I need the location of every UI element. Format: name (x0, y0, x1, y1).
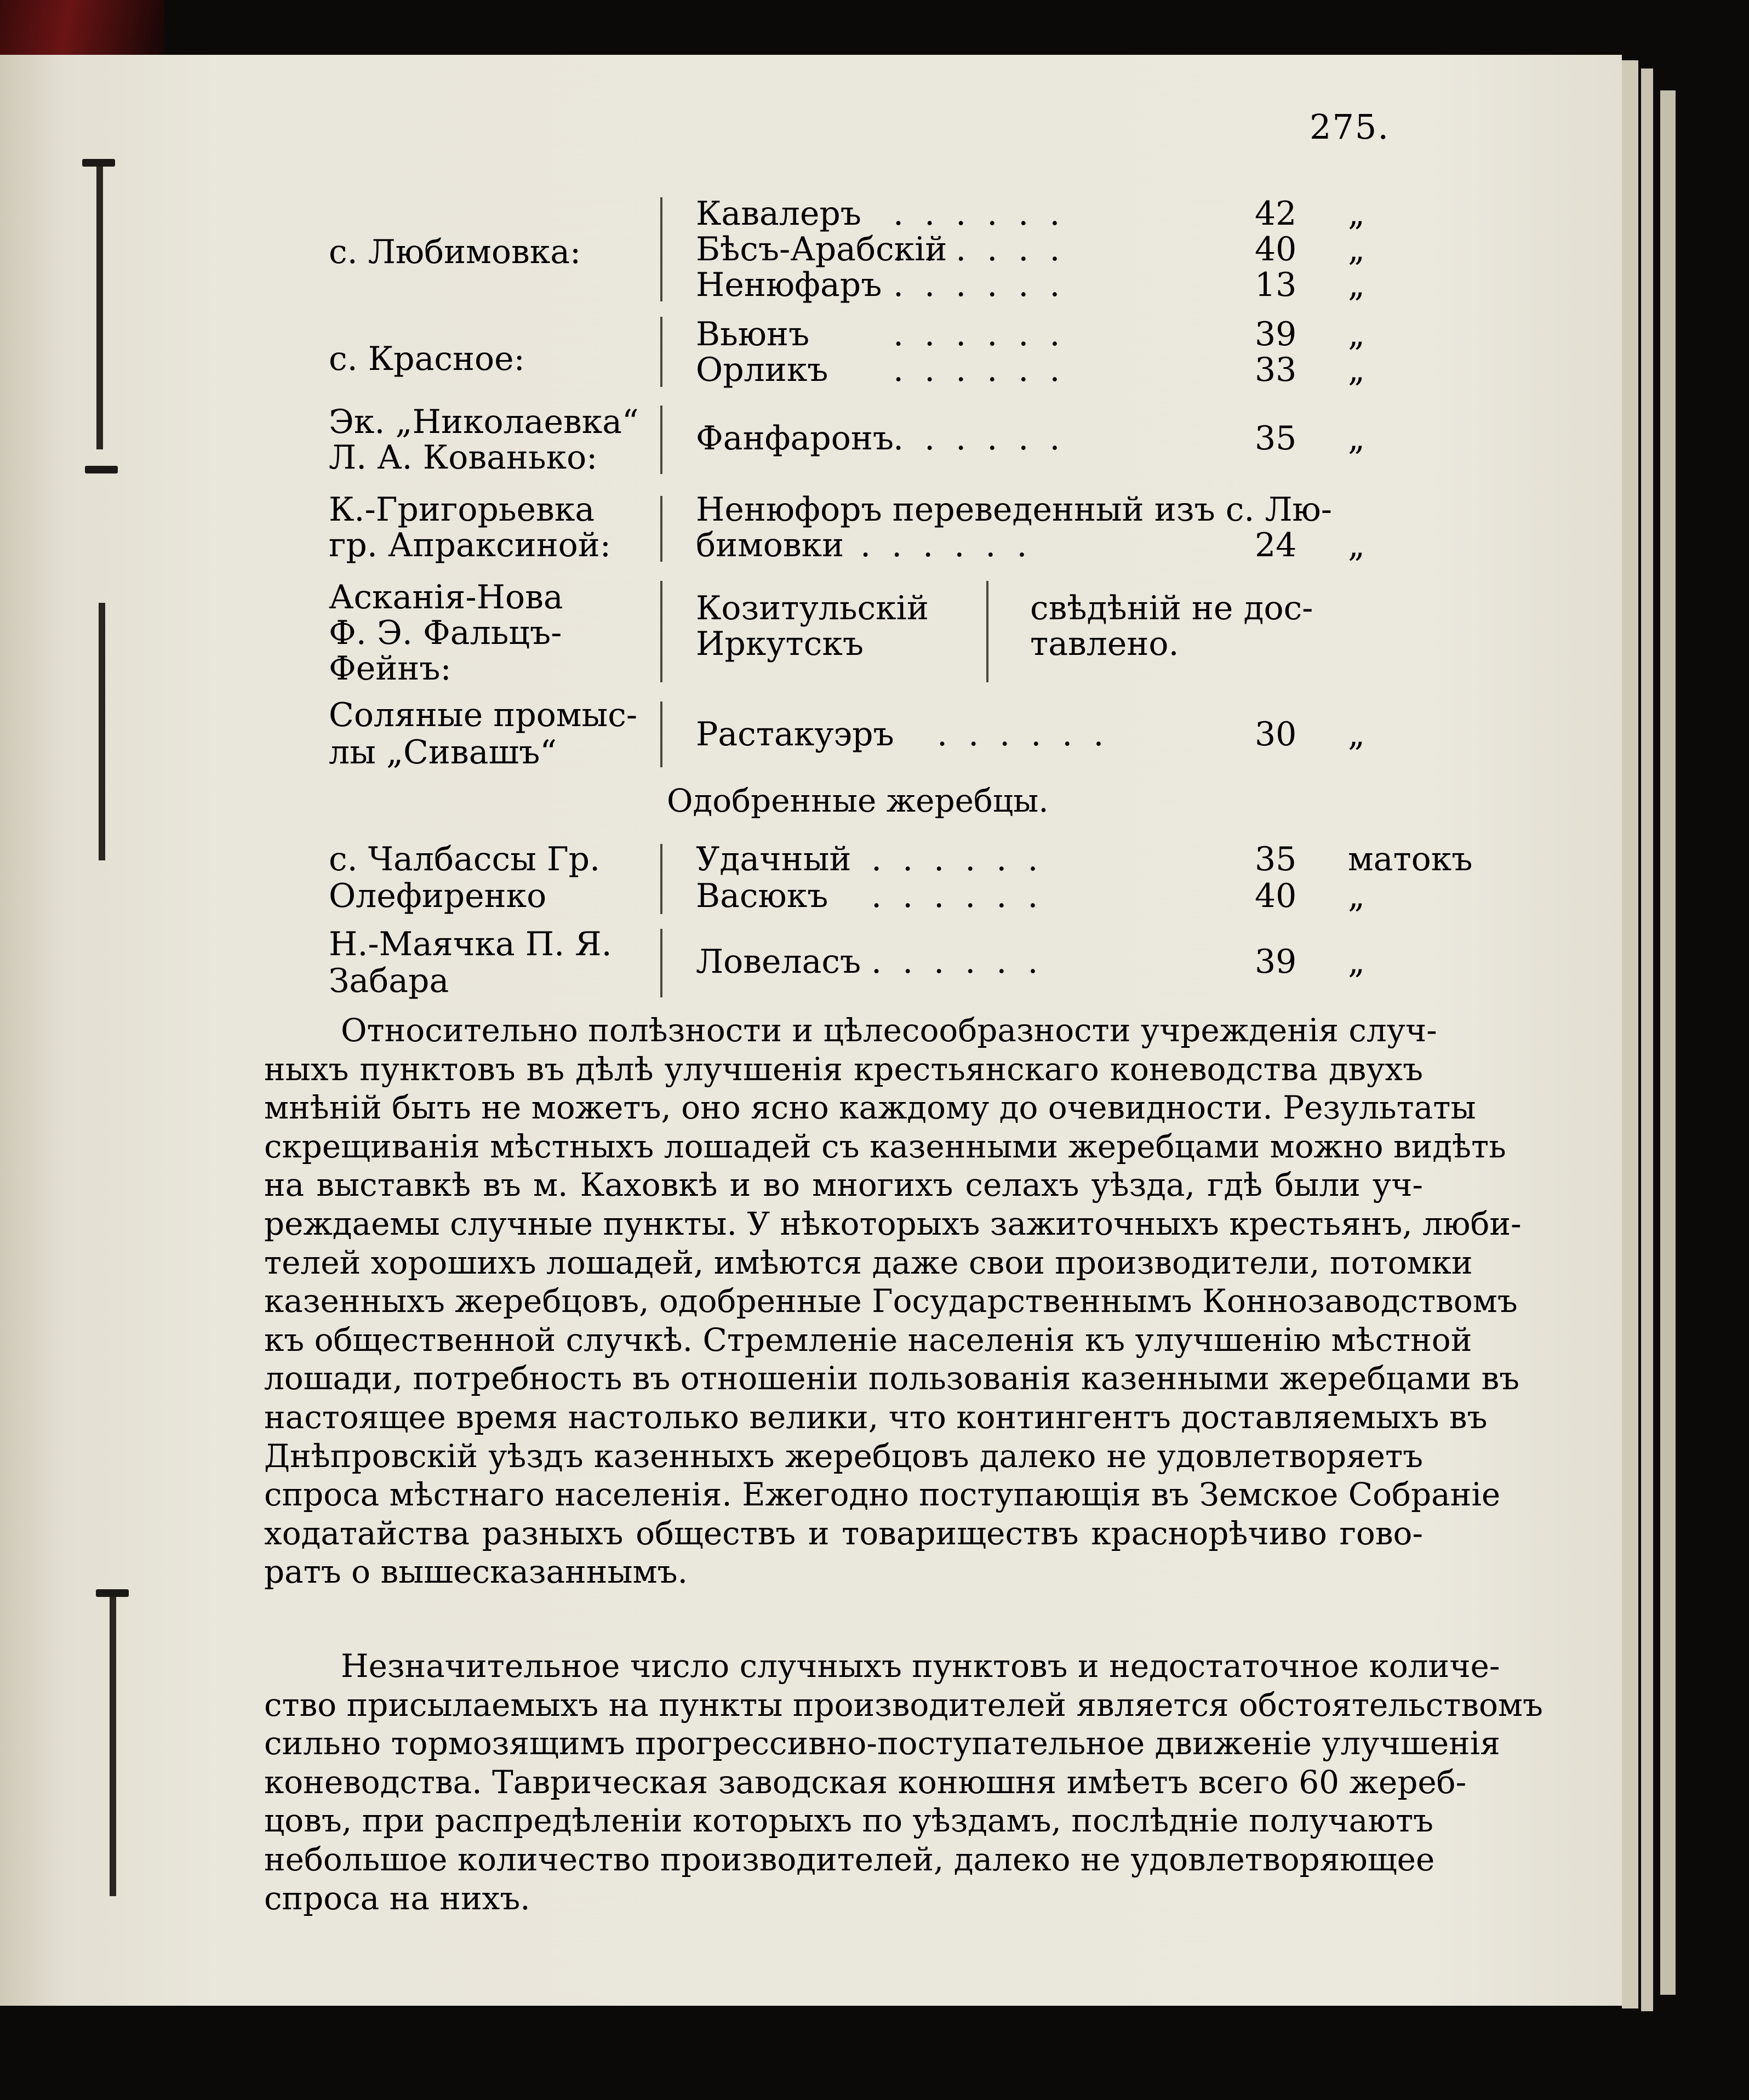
stallion-name: Удачный (696, 840, 851, 878)
place-name: Забара (329, 962, 449, 1000)
brace-line (660, 406, 662, 474)
dot-leader: ...... (893, 351, 1081, 389)
unit-mark: „ (1348, 230, 1365, 269)
place-name: Олефиренко (329, 877, 547, 915)
text-line: ство присылаемыхъ на пункты производителей является обстоятельствомъ (264, 1686, 1543, 1724)
stallion-name: Растакуэръ (696, 715, 894, 754)
mare-count: 30 (1255, 715, 1297, 754)
dot-leader: ...... (893, 266, 1081, 304)
stallion-name: Бѣсъ-Арабскій (696, 230, 947, 269)
stallion-name: Козитульскій (696, 589, 929, 627)
place-name: Фейнъ: (329, 649, 451, 688)
text-line: спроса на нихъ. (264, 1879, 530, 1917)
text-line: на выставкѣ въ м. Каховкѣ и во многихъ селахъ уѣзда, гдѣ были уч- (264, 1166, 1423, 1204)
mare-count: 13 (1255, 266, 1297, 304)
text-line: къ общественной случкѣ. Стремленіе населенія къ улучшенію мѣстной (264, 1321, 1472, 1359)
brace-line (660, 581, 662, 682)
stallion-name: Иркутскъ (696, 625, 864, 663)
unit-mark: „ (1348, 877, 1365, 915)
place-name: Соляные промыс- (329, 696, 638, 734)
text-line: Днѣпровскій уѣздъ казенныхъ жеребцовъ далеко не удовлетворяетъ (264, 1437, 1423, 1475)
unit-mark: „ (1348, 419, 1365, 458)
stallion-name: Орликъ (696, 351, 828, 389)
page-edge-3 (1660, 90, 1676, 1995)
place-name: Ф. Э. Фальцъ- (329, 614, 562, 652)
paragraph-2 (264, 1647, 1543, 1918)
text-line: ходатайства разныхъ обществъ и товариществъ краснорѣчиво гово- (264, 1514, 1423, 1552)
binding-clip (96, 1589, 129, 1597)
text-line: настоящее время настолько велики, что контингентъ доставляемыхъ въ (264, 1398, 1488, 1436)
page-edge-2 (1641, 69, 1653, 2011)
stallion-text: Ненюфоръ переведенный изъ с. Лю- (696, 490, 1333, 529)
text-line: спроса мѣстнаго населенія. Ежегодно поступающія въ Земское Собраніе (264, 1476, 1501, 1514)
text-line: небольшое количество производителей, далеко не удовлетворяющее (264, 1840, 1435, 1878)
stallion-name: Ненюфаръ (696, 266, 882, 304)
binding-clip (82, 159, 115, 167)
dot-leader: ...... (893, 230, 1081, 269)
place-name: гр. Апраксиной: (329, 526, 611, 564)
text-line: ратъ о вышесказаннымъ. (264, 1553, 688, 1591)
text-line: Относительно полѣзности и цѣлесообразности учрежденія случ- (341, 1012, 1437, 1049)
page-number: 275. (1310, 107, 1390, 147)
approved-heading: Одобренные жеребцы. (667, 782, 1049, 819)
text-line: казенныхъ жеребцовъ, одобренные Государственнымъ Коннозаводствомъ (264, 1282, 1518, 1320)
brace-line (660, 496, 662, 562)
place-name: Асканія-Нова (329, 578, 563, 617)
place-name: с. Красное: (329, 340, 525, 378)
binding-clip (85, 466, 118, 473)
unit-mark: „ (1348, 943, 1365, 981)
unit-mark: матокъ (1348, 840, 1473, 878)
text-line: лошади, потребность въ отношеніи пользованія казенными жеребцами въ (264, 1360, 1519, 1397)
brace-line (660, 844, 662, 914)
unit-mark: „ (1348, 526, 1365, 564)
place-name: К.-Григорьевка (329, 490, 595, 529)
brace-line (986, 581, 988, 682)
dot-leader: ...... (893, 315, 1081, 353)
text-line: ныхъ пунктовъ въ дѣлѣ улучшенія крестьянскаго коневодства двухъ (264, 1050, 1423, 1088)
mare-count: 33 (1255, 351, 1297, 389)
mare-count: 40 (1255, 877, 1297, 915)
unit-mark: „ (1348, 715, 1365, 754)
text-line: скрещиванія мѣстныхъ лошадей съ казенными жеребцами можно видѣть (264, 1127, 1506, 1165)
place-name: Л. А. Кованько: (329, 438, 598, 477)
unit-mark: „ (1348, 266, 1365, 304)
text-line: коневодства. Таврическая заводская конюшня имѣетъ всего 60 жереб- (264, 1763, 1467, 1801)
brace-line (660, 929, 662, 997)
mare-count: 42 (1255, 195, 1297, 233)
brace-line (660, 317, 662, 387)
unit-mark: „ (1348, 351, 1365, 389)
dot-leader: ...... (893, 419, 1081, 458)
binding-thread (99, 603, 105, 860)
binding-thread (96, 164, 103, 449)
place-name: лы „Сивашъ“ (329, 733, 557, 772)
mare-count: 35 (1255, 840, 1297, 878)
brace-line (660, 701, 662, 767)
stallion-name: Ловеласъ (696, 943, 861, 981)
stallion-name: Кавалеръ (696, 195, 861, 233)
brace-line (660, 197, 662, 301)
text-line: цовъ, при распредѣленіи которыхъ по уѣздамъ, послѣдніе получаютъ (264, 1802, 1433, 1840)
stallion-name: Фанфаронъ (696, 419, 894, 458)
dot-leader: ...... (871, 943, 1059, 981)
paragraph-1 (264, 1011, 1522, 1591)
place-name: Н.-Маячка П. Я. (329, 925, 612, 963)
unit-mark: „ (1348, 195, 1365, 233)
note-text: свѣдѣній не дос- (1030, 589, 1313, 627)
place-name: с. Любимовка: (329, 233, 581, 271)
dot-leader: ...... (937, 715, 1125, 754)
dot-leader: ...... (871, 840, 1059, 878)
binding-thread (110, 1589, 116, 1896)
place-name: Эк. „Николаевка“ (329, 403, 639, 441)
text-line: реждаемы случные пункты. У нѣкоторыхъ зажиточныхъ крестьянъ, люби- (264, 1205, 1522, 1242)
note-text: тавлено. (1030, 625, 1179, 663)
stallion-name: Вьюнъ (696, 315, 810, 353)
stallion-name: Васюкъ (696, 877, 828, 915)
text-line: мнѣній быть не можетъ, оно ясно каждому до очевидности. Результаты (264, 1089, 1476, 1127)
stallion-text: бимовки (696, 526, 844, 564)
text-line: телей хорошихъ лошадей, имѣются даже свои производители, потомки (264, 1243, 1473, 1281)
dot-leader: ...... (871, 877, 1059, 915)
mare-count: 24 (1255, 526, 1297, 564)
place-name: с. Чалбассы Гр. (329, 840, 601, 878)
mare-count: 39 (1255, 315, 1297, 353)
page-edge-1 (1622, 60, 1638, 2008)
unit-mark: „ (1348, 315, 1365, 353)
text-line: Незначительное число случныхъ пунктовъ и недостаточное количе- (341, 1647, 1500, 1685)
dot-leader: ...... (860, 526, 1048, 564)
mare-count: 39 (1255, 943, 1297, 981)
text-line: сильно тормозящимъ прогрессивно-поступательное движеніе улучшенія (264, 1725, 1500, 1762)
mare-count: 35 (1255, 419, 1297, 458)
dot-leader: ...... (893, 195, 1081, 233)
mare-count: 40 (1255, 230, 1297, 269)
